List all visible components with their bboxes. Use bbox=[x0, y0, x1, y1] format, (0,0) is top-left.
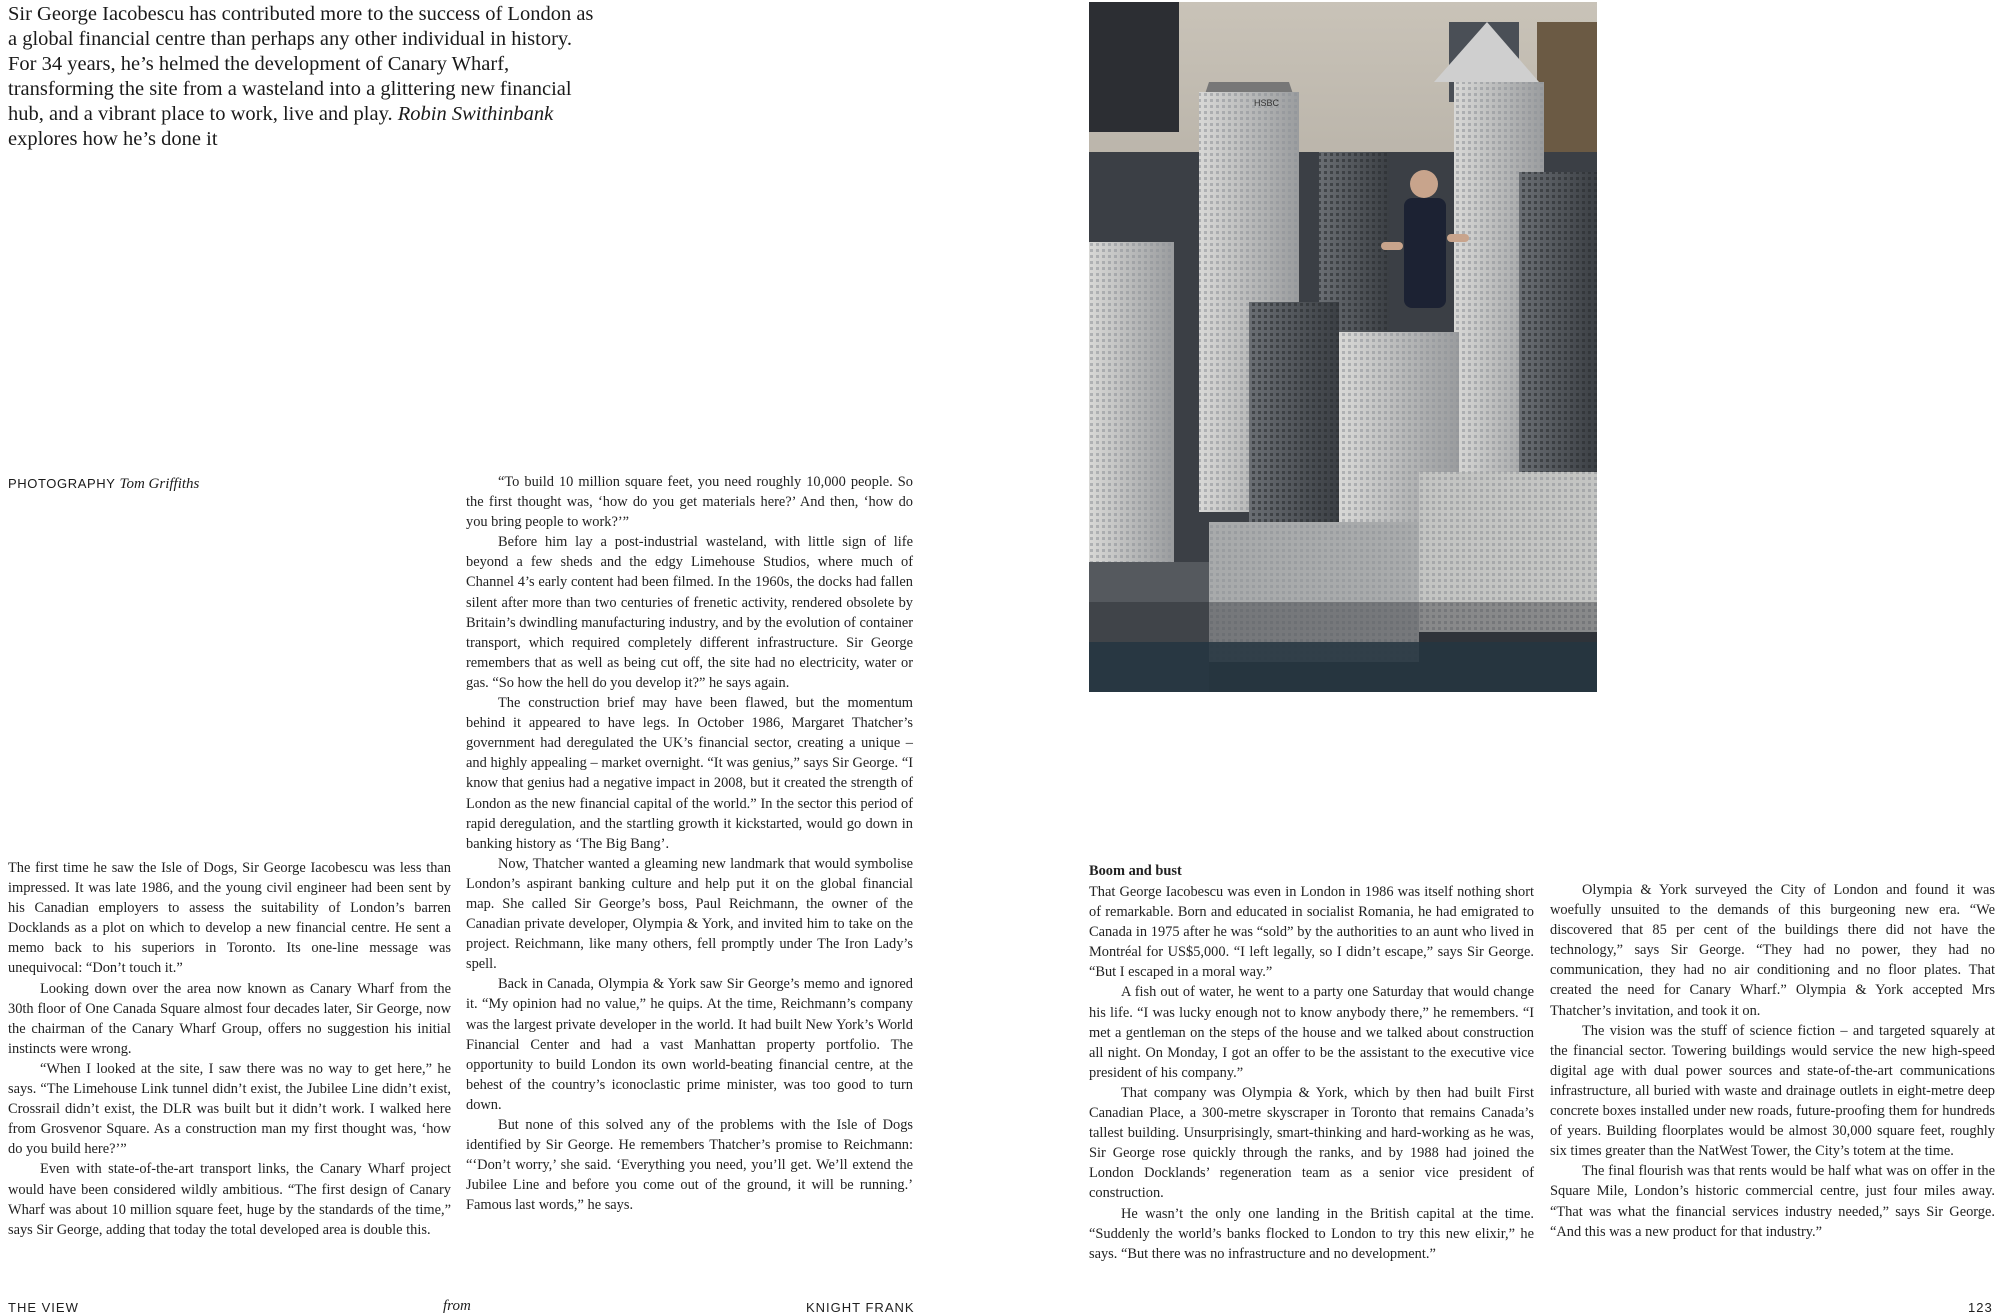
paragraph: The construction brief may have been flawed, but the momentum behind it appeared to have legs. In October 1986, Margaret Thatcher’s government had deregulated the UK’s financial sector, creating a unique – and highly appealing – market overnight. “It was genius,” says Sir George. “I know that genius had a negative impact in 2008, but it created the strength of London as the new financial capital of the world.” In the sector this period of rapid deregulation, and the startling growth it kickstarted, would go down in banking history as ‘The Big Bang’. bbox=[466, 695, 913, 852]
paragraph: He wasn’t the only one landing in the British capital at the time. “Suddenly the world’s banks flocked to London to try this new elixir,” he says. “But there was no infrastructure and no development.” bbox=[1089, 1205, 1534, 1262]
paragraph: “To build 10 million square feet, you need roughly 10,000 people. So the first thought was, ‘how do you get materials here?’ And then, ‘how do you bring people to work?’” bbox=[466, 474, 913, 531]
page-number: 123 bbox=[1968, 1300, 1993, 1315]
architectural-model-photo bbox=[1089, 2, 1597, 692]
paragraph: “When I looked at the site, I saw there was no way to get here,” he says. “The Limehouse Link tunnel didn’t exist, the Jubilee Line didn’t exist, Crossrail didn’t exist, the DLR was built but it didn’t work. I walked here from Grosvenor Square. As a construction man my first thought was, ‘how do you build here?’” bbox=[8, 1060, 451, 1158]
paragraph: The vision was the stuff of science fiction – and targeted squarely at the financial sector. Towering buildings would service the new high-speed digital age with dual power sources and state-of-the-art communications infrastructure, all buried with waste and drainage outlets in eight-metre deep concrete boxes installed under new roads, future-proofing them for hundreds of years. Building floorplates would be almost 30,000 square feet, roughly six times greater than the NatWest Tower, the City’s totem at the time. bbox=[1550, 1022, 1995, 1160]
hsbc-sign: HSBC bbox=[1254, 98, 1280, 108]
paragraph: That George Iacobescu was even in London in 1986 was itself nothing short of remarkable. Born and educated in socialist Romania, he had emigrated to Canada in 1975 after he was “sold” by the authorities to an aunt who lived in Montréal for US$5,000. “I left legally, so I didn’t escape,” says Sir George. “But I escaped in a moral way.” bbox=[1089, 884, 1534, 981]
paragraph: Looking down over the area now known as Canary Wharf from the 30th floor of One Canada Square almost four decades later, Sir George, now the chairman of the Canary Wharf Group, offers no suggestion his initial instincts were wrong. bbox=[8, 980, 451, 1057]
paragraph: Even with state-of-the-art transport links, the Canary Wharf project would have been considered wildly ambitious. “The first design of Canary Wharf was about 10 million square feet, huge by the standards of the time,” says Sir George, adding that today the total developed area is double this. bbox=[8, 1161, 451, 1238]
paragraph: Now, Thatcher wanted a gleaming new landmark that would symbolise London’s aspirant banking culture and help put it on the global financial map. She called Sir George’s boss, Paul Reichmann, the owner of the Canadian private developer, Olympia & York, and invited him to take on the project. Reichmann, like many others, fell promptly under The Iron Lady’s spell. bbox=[466, 855, 913, 973]
paragraph: The final flourish was that rents would be half what was on offer in the Square Mile, London’s historic commercial centre, just four miles away. “That was what the financial services industry needed,” says Sir George. “And this was a new product for that industry.” bbox=[1550, 1163, 1995, 1240]
credit-label: PHOTOGRAPHY bbox=[8, 476, 116, 491]
intro-tail: explores how he’s done it bbox=[8, 128, 218, 150]
intro-author: Robin Swithinbank bbox=[397, 103, 554, 125]
column-1 bbox=[8, 858, 451, 1240]
paragraph: But none of this solved any of the problems with the Isle of Dogs identified by Sir George. He remembers Thatcher’s promise to Reichmann: “‘Don’t worry,’ she said. ‘Everything you need, you’ll get. We’ll extend the Jubilee Line and before you come out of the ground, it will be running.’ Famous last words,” he says. bbox=[466, 1117, 913, 1214]
paragraph: That company was Olympia & York, which by then had built First Canadian Place, a 300-metre skyscraper in Toronto that remains Canada’s tallest building. Unsurprisingly, smart-thinking and hard-working as he was, Sir George rose quickly through the ranks, and by 1988 had joined the London Docklands’ regeneration team as a senior vice president of construction. bbox=[1089, 1084, 1534, 1202]
paragraph: Olympia & York surveyed the City of London and found it was woefully unsuited to the demands of this burgeoning new era. “We discovered that 85 per cent of the buildings there did not have the technology,” says Sir George. “They had no power, they had no communication, they had no air conditioning and no floor plates. That created the need for Canary Wharf.” Olympia & York accepted Mrs Thatcher’s invitation, and took it on. bbox=[1550, 882, 1995, 1019]
section-heading: Boom and bust bbox=[1089, 863, 1182, 879]
photo-credit bbox=[8, 476, 199, 493]
paragraph: Back in Canada, Olympia & York saw Sir George’s memo and ignored it. “My opinion had no value,” he quips. At the time, Reichmann’s company was the largest private developer in the world. It had built New York’s World Financial Center and had a vast Manhattan property portfolio. The opportunity to build London its own world-beating financial centre, at the behest of the country’s iconoclastic prime minister, was too good to turn down. bbox=[466, 976, 913, 1113]
column-2 bbox=[466, 472, 913, 1215]
credit-name: Tom Griffiths bbox=[119, 476, 200, 492]
paragraph: Before him lay a post-industrial wasteland, with little sign of life beyond a few sheds and the edgy Limehouse Studios, where much of Channel 4’s early content had been filmed. In the 1960s, the docks had fallen silent after more than two centuries of frenetic activity, rendered obsolete by Britain’s dwindling manufacturing industry, and by the evolution of container transport, which required completely different infrastructure. Sir George remembers that as well as being cut off, the site had no electricity, water or gas. “So how the hell do you develop it?” he says again. bbox=[466, 534, 913, 691]
intro-text: Sir George Iacobescu has contributed more to the success of London as a global financial centre than perhaps any other individual in history. For 34 years, he’s helmed the development of Canary Wharf, transforming the site from a wasteland into a glittering new financial hub, and a vibrant place to work, live and play. bbox=[8, 3, 594, 125]
paragraph: A fish out of water, he went to a party one Saturday that would change his life. “I was lucky enough not to know anybody there,” he remembers. “I met a gentleman on the steps of the house and we talked about construction all night. On Monday, I got an offer to be the assistant to the executive vice president of his company.” bbox=[1089, 984, 1534, 1081]
footer-title: THE VIEW bbox=[8, 1300, 79, 1315]
footer-brand: KNIGHT FRANK bbox=[806, 1300, 915, 1315]
paragraph: The first time he saw the Isle of Dogs, Sir George Iacobescu was less than impressed. It was late 1986, and the young civil engineer had been sent by his Canadian employers to assess the suitability of London’s barren Docklands as a plot on which to develop a new financial centre. He sent a memo back to his superiors in Toronto. Its one-line message was unequivocal: “Don’t touch it.” bbox=[8, 860, 451, 977]
column-4 bbox=[1550, 880, 1995, 1242]
photo-illustration bbox=[1089, 2, 1597, 692]
footer-from: from bbox=[443, 1298, 471, 1314]
intro-standfirst bbox=[8, 2, 598, 152]
column-3 bbox=[1089, 862, 1534, 1264]
